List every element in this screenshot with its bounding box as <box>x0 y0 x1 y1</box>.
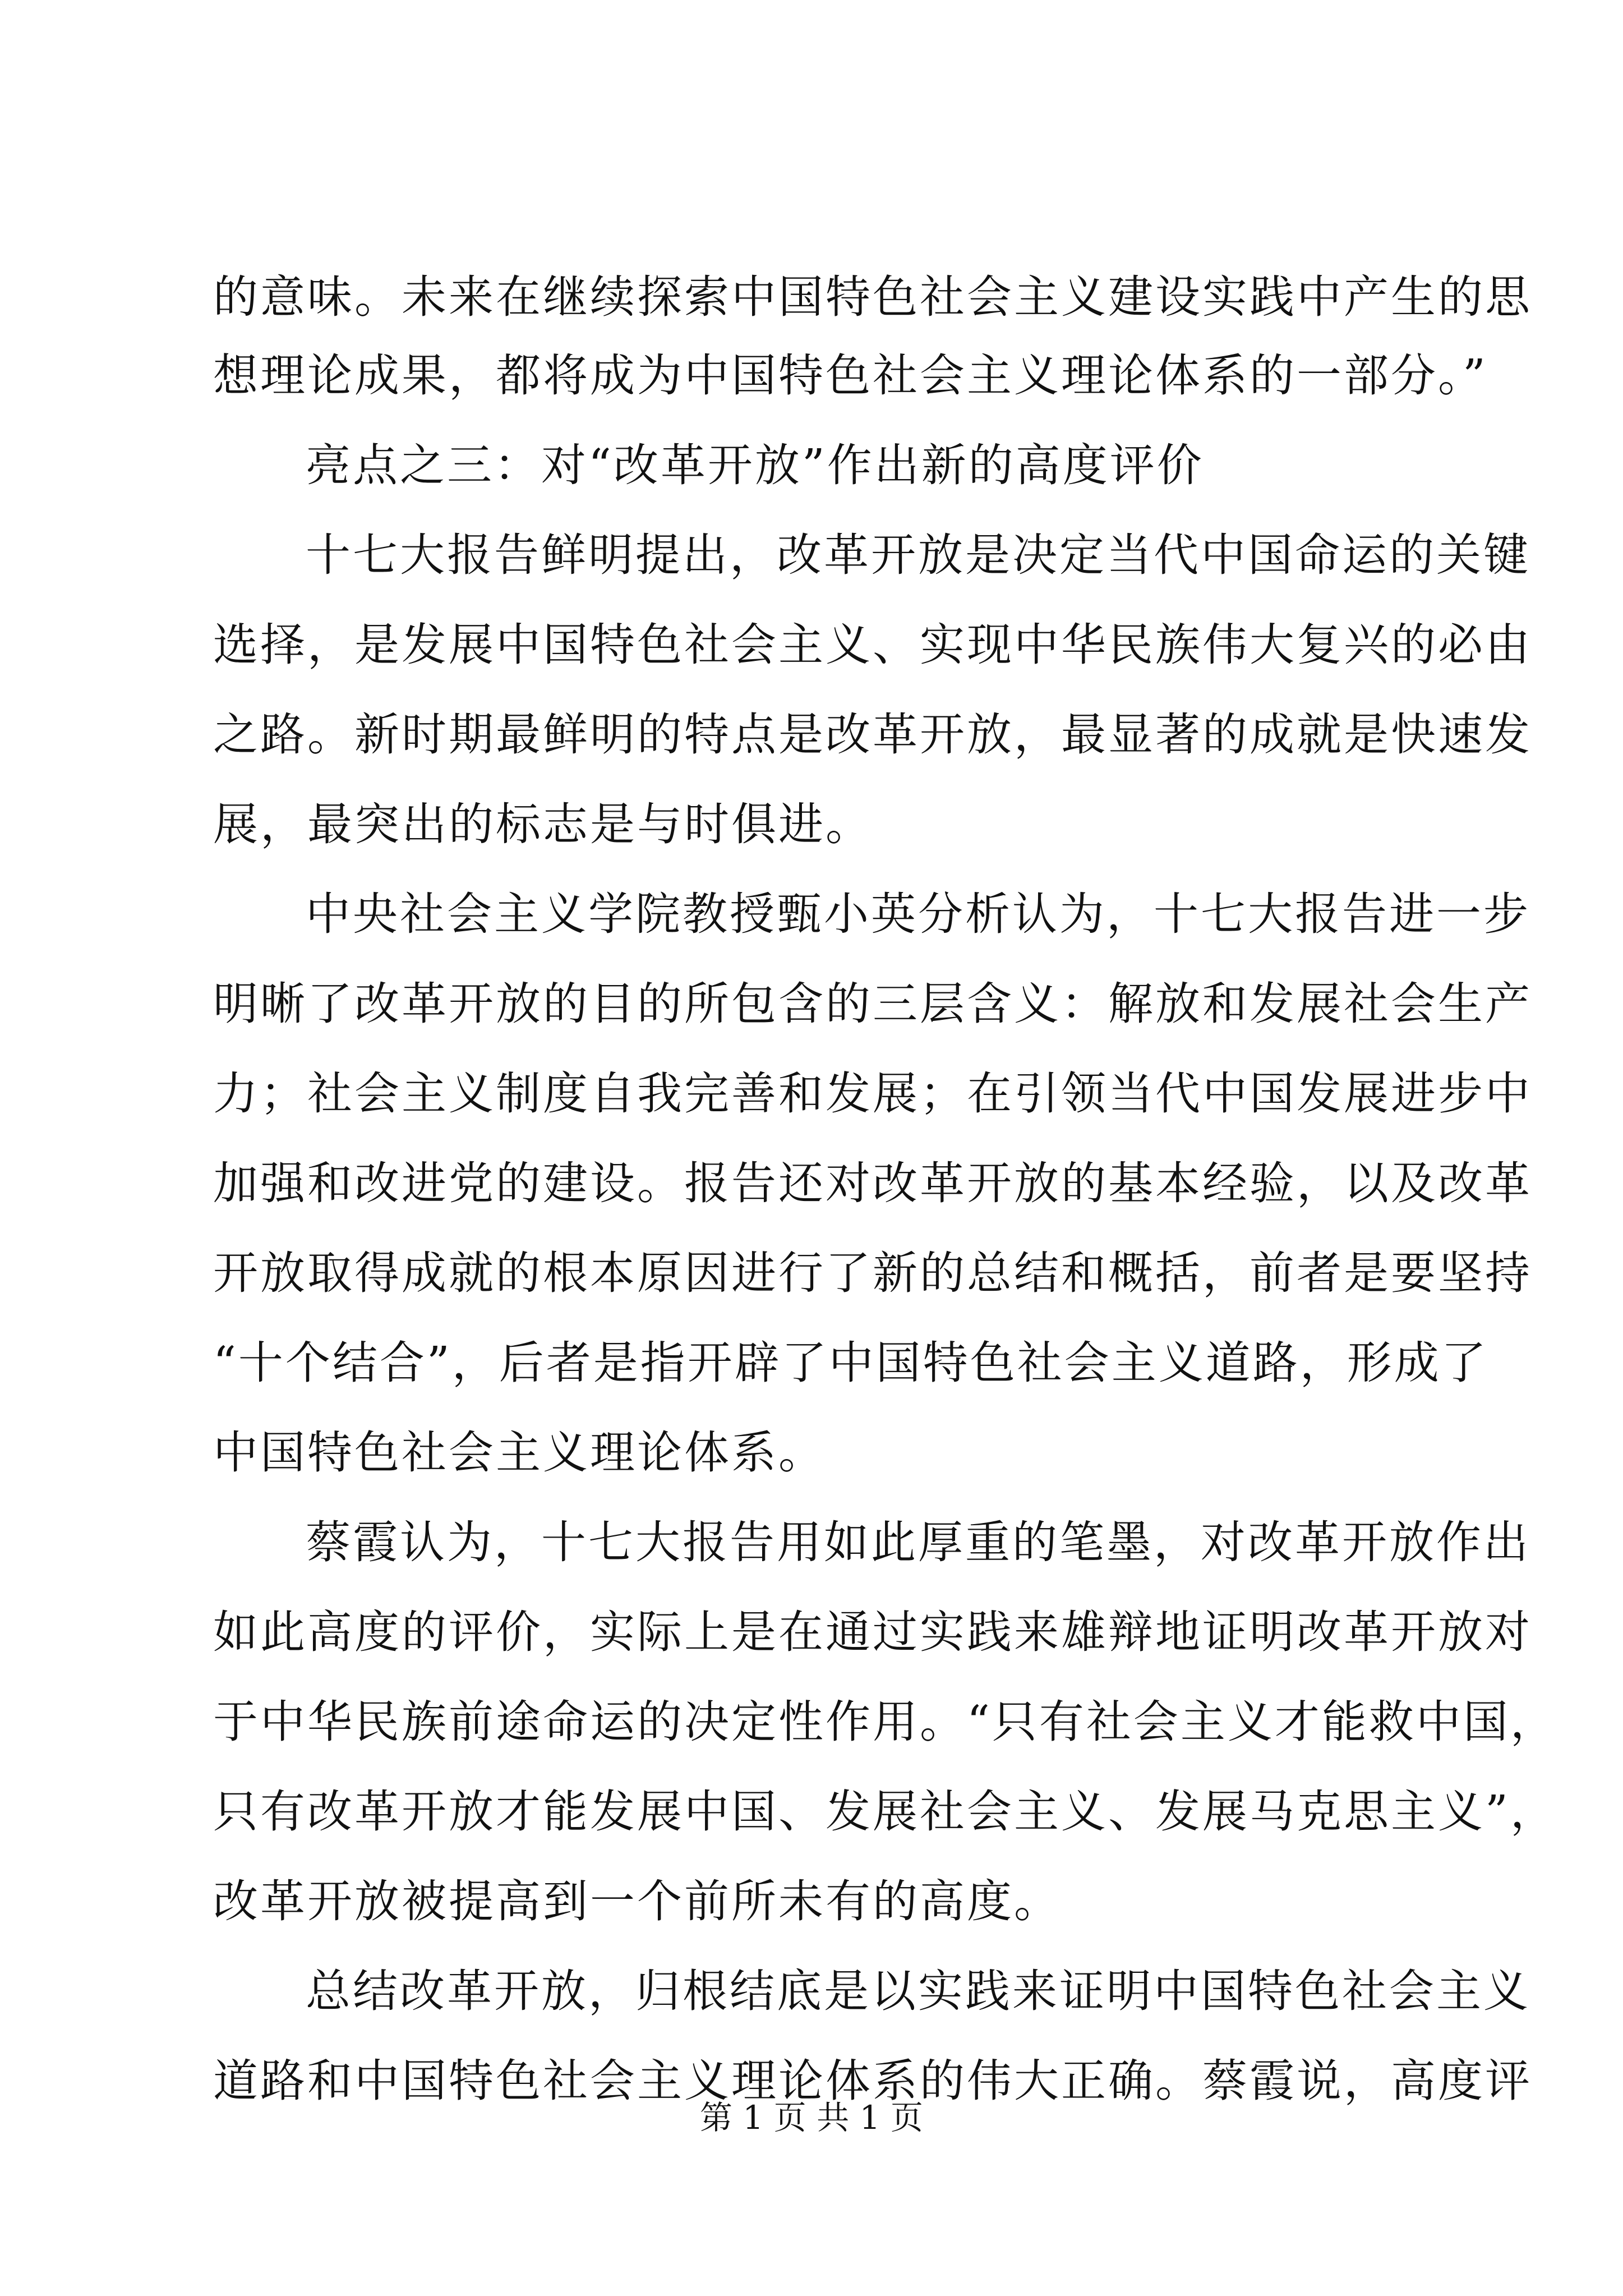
text-line: 加强和改进党的建设。报告还对改革开放的基本经验，以及改革 <box>213 1157 1532 1209</box>
text-line: 之路。新时期最鲜明的特点是改革开放，最显著的成就是快速发 <box>213 708 1532 761</box>
text-line: 中央社会主义学院教授甄小英分析认为，十七大报告进一步 <box>306 888 1530 940</box>
text-line: 总结改革开放，归根结底是以实践来证明中国特色社会主义 <box>306 1965 1530 2017</box>
text-line: 改革开放被提高到一个前所未有的高度。 <box>213 1875 1061 1927</box>
text-line: 展，最突出的标志是与时俱进。 <box>213 798 873 850</box>
text-line: 中国特色社会主义理论体系。 <box>213 1427 826 1479</box>
page-footer: 第 1 页 共 1 页 <box>700 2099 923 2137</box>
text-line: 十七大报告鲜明提出，改革开放是决定当代中国命运的关键 <box>306 529 1530 581</box>
text-line: 只有改革开放才能发展中国、发展社会主义、发展马克思主义”， <box>213 1786 1557 1838</box>
text-line: 的意味。未来在继续探索中国特色社会主义建设实践中产生的思 <box>213 271 1532 323</box>
text-line: 开放取得成就的根本原因进行了新的总结和概括，前者是要坚持 <box>213 1247 1532 1299</box>
text-line: 道路和中国特色社会主义理论体系的伟大正确。蔡霞说，高度评 <box>213 2055 1532 2107</box>
text-line: 蔡霞认为，十七大报告用如此厚重的笔墨，对改革开放作出 <box>306 1516 1530 1568</box>
text-line: “十个结合”，后者是指开辟了中国特色社会主义道路，形成了 <box>213 1337 1488 1389</box>
section-heading: 亮点之三：对“改革开放”作出新的高度评价 <box>306 439 1204 491</box>
text-line: 于中华民族前途命运的决定性作用。“只有社会主义才能救中国， <box>213 1696 1557 1748</box>
text-line: 力；社会主义制度自我完善和发展；在引领当代中国发展进步中 <box>213 1068 1532 1120</box>
text-line: 如此高度的评价，实际上是在通过实践来雄辩地证明改革开放对 <box>213 1606 1532 1658</box>
text-line: 想理论成果，都将成为中国特色社会主义理论体系的一部分。” <box>213 349 1488 402</box>
text-line: 选择，是发展中国特色社会主义、实现中华民族伟大复兴的必由 <box>213 619 1532 671</box>
text-line: 明晰了改革开放的目的所包含的三层含义：解放和发展社会生产 <box>213 978 1532 1030</box>
